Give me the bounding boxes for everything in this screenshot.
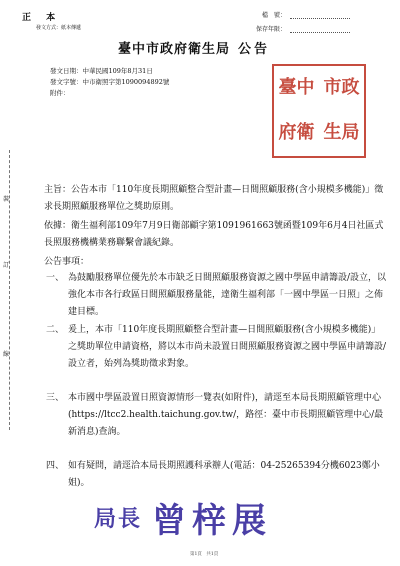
attachment-label: 附件： (50, 89, 70, 97)
retention-field (256, 24, 350, 33)
subject-paragraph: 主旨：公告本市「110年度長期照顧整合型計畫—日間照顧服務(含小規模多機能)」徵求長期照顧服務單位之獎助原則。 (44, 185, 384, 212)
notice-items-heading: 公告事項： (44, 257, 90, 267)
notice-item (46, 390, 388, 441)
binding-mark: 裝 (3, 196, 10, 203)
document-meta (50, 66, 169, 99)
original-copy-label: 正 本 (22, 13, 62, 23)
retention-label: 保存年限： (256, 26, 287, 33)
document-number: 發文字號：中市衛照字第1090094892號 (50, 78, 170, 86)
file-number-field (262, 10, 350, 19)
signature-name: 曾梓展 (152, 501, 273, 541)
agency-title: 臺中市政府衛生局 (118, 42, 231, 57)
document-type: 公告 (238, 42, 271, 57)
file-number-blank (290, 18, 350, 19)
director-signature (94, 493, 272, 542)
binding-mark: 線 (3, 351, 10, 358)
notice-item-number: 一、 (46, 273, 65, 283)
issue-date: 發文日期：中華民國109年8月31日 (50, 67, 153, 75)
notice-item (46, 458, 388, 492)
notice-item-text: 如有疑問，請逕洽本局長期照護科承辦人(電話：04-25265394分機6023鄭小姐)。 (68, 461, 380, 488)
seal-text-2: 市政 (323, 77, 360, 98)
page-number: 第1頁 共1頁 (190, 552, 219, 557)
notice-item (46, 270, 388, 321)
notice-item-text: 為鼓勵服務單位優先於本市缺乏日間照顧服務資源之國中學區申請籌設/設立，以強化本市各行政區日間照顧服務量能，達衛生福利部「一國中學區一日照」之佈建目標。 (68, 273, 387, 317)
binding-mark: 訂 (3, 262, 10, 269)
notice-item (46, 322, 388, 373)
seal-text-1: 臺中 (278, 77, 315, 98)
notice-item-number: 三、 (46, 393, 65, 403)
file-number-label: 檔 號： (262, 12, 287, 19)
seal-text-4: 生局 (323, 122, 360, 143)
binding-line (9, 150, 10, 430)
send-method: 發文方式：紙本傳遞 (36, 25, 82, 31)
notice-item-text: 本市國中學區設置日照資源情形一覽表(如附件)，請逕至本局長期照顧管理中心(https://ltcc2.health.taichung.gov.tw/，路徑：臺中市長期照顧管理中心/最新消息)查詢。 (68, 393, 384, 437)
basis-paragraph: 依據：衛生福利部109年7月9日衛部顧字第1091961663號函暨109年6月4日社區式長照服務機構業務聯繫會議紀錄。 (44, 221, 384, 248)
official-seal (272, 64, 366, 158)
retention-blank (290, 32, 350, 33)
seal-text-3: 府衛 (278, 122, 315, 143)
notice-item-number: 二、 (46, 325, 65, 335)
signature-title: 局長 (94, 506, 143, 532)
notice-item-text: 爰上，本市「110年度長期照顧整合型計畫—日間照顧服務(含小規模多機能)」之獎助單位申請資格，將以本市尚未設置日間照顧服務資源之國中學區申請籌設/設立者，始列為獎助徵求對象。 (68, 325, 387, 369)
notice-item-number: 四、 (46, 461, 65, 471)
